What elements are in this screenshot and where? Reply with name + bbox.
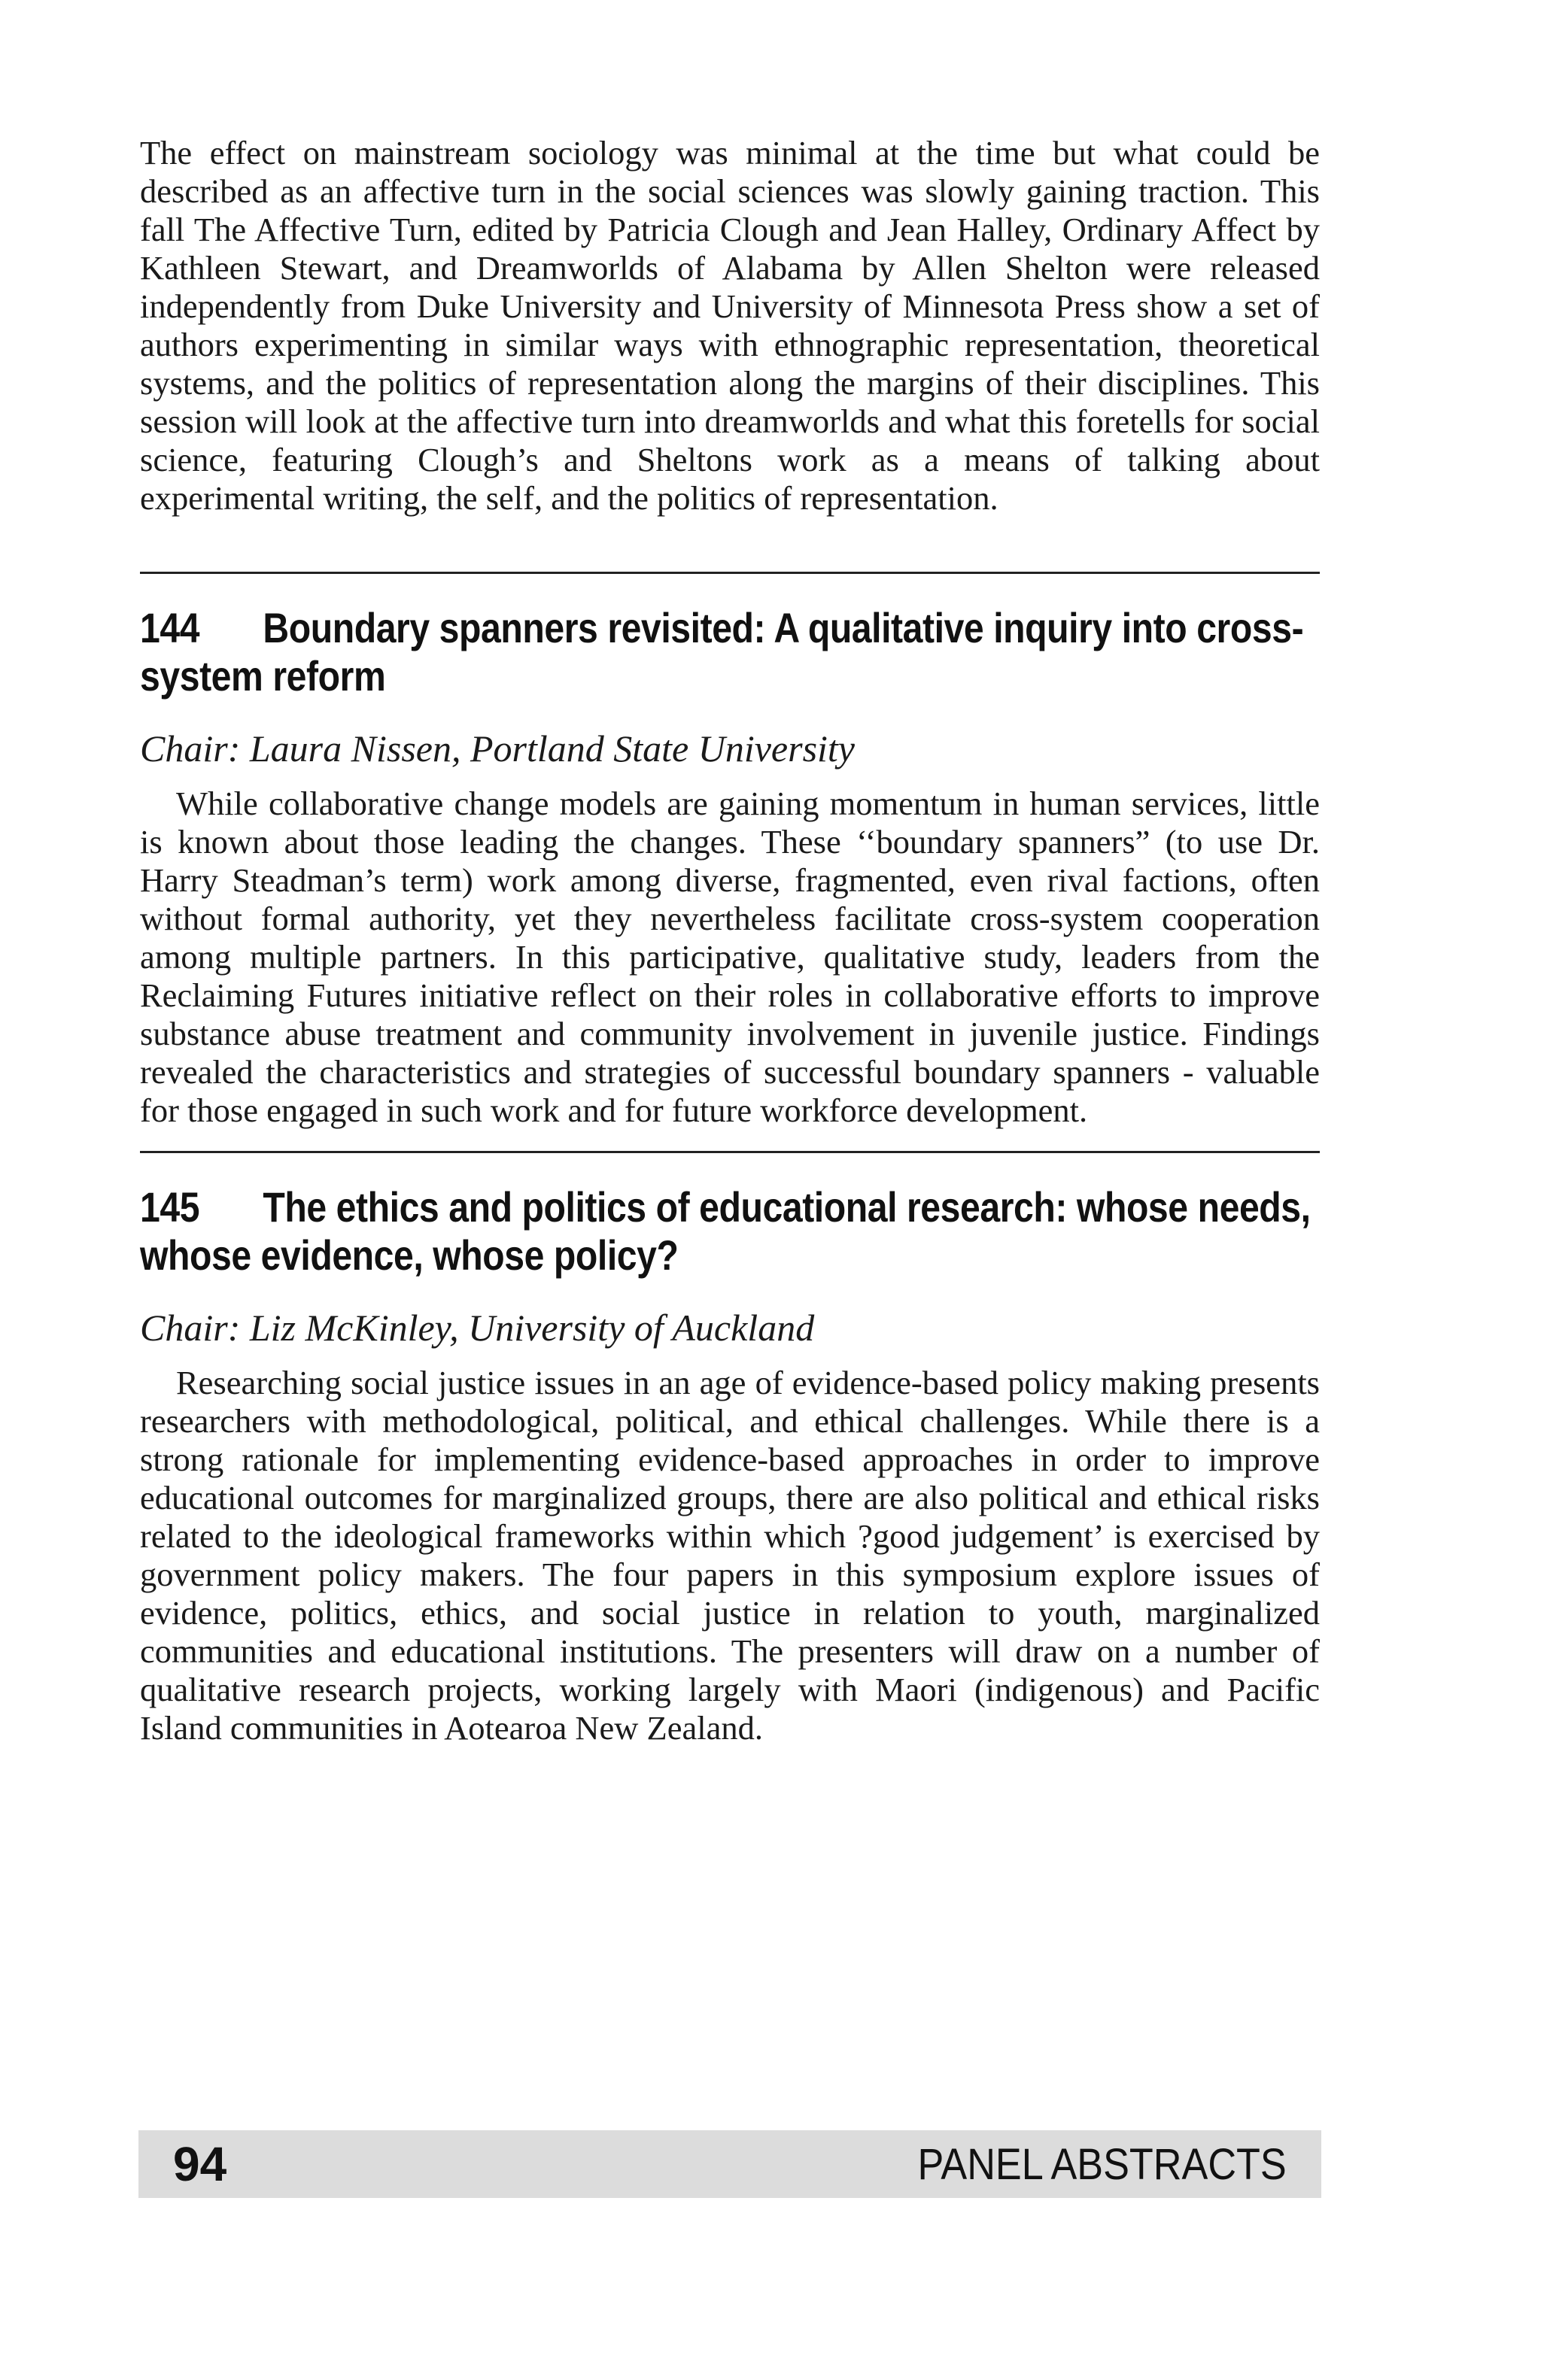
session-chair: Chair: Liz McKinley, University of Auckland: [140, 1307, 815, 1349]
page-number: 94: [173, 2137, 227, 2191]
section-title: PANEL ABSTRACTS: [917, 2140, 1287, 2189]
session-title: Boundary spanners revisited: A qualitative inquiry into cross-system reform: [140, 604, 1304, 700]
session-heading: [140, 604, 1317, 700]
session-chair: Chair: Laura Nissen, Portland State University: [140, 727, 855, 770]
section-divider: [140, 1151, 1320, 1153]
session-heading: [140, 1183, 1317, 1280]
session-number: 144: [140, 604, 200, 651]
session-abstract: Researching social justice issues in an age of evidence-based policy making presents researchers with methodological, political, and ethical challenges. While there is a strong rationale for implementing evidence-based approaches in order to improve educational outcomes for marginalized groups, there are also political and ethical risks related to the ideological frameworks within which ?good judgement’ is exercised by government policy makers. The four papers in this symposium explore issues of evidence, politics, ethics, and social justice in relation to youth, marginalized communities and educational institutions. The presenters will draw on a number of qualitative research projects, working largely with Maori (indigenous) and Pacific Island communities in Aotearoa New Zealand.: [140, 1364, 1320, 1747]
session-145: [140, 1183, 1320, 1747]
session-abstract: While collaborative change models are gaining momentum in human services, little is known about those leading the changes. These ‘‘boundary spanners” (to use Dr. Harry Steadman’s term) work among diverse, fragmented, even rival factions, often without formal authority, yet they nevertheless facilitate cross-system cooperation among multiple partners. In this participative, qualitative study, leaders from the Reclaiming Futures initiative reflect on their roles in collaborative efforts to improve substance abuse treatment and community involvement in juvenile justice. Findings revealed the characteristics and strategies of successful boundary spanners - valuable for those engaged in such work and for future workforce development.: [140, 785, 1320, 1129]
page-content: [140, 134, 1320, 1747]
session-title: The ethics and politics of educational research: whose needs, whose evidence, whose policy?: [140, 1183, 1311, 1279]
intro-paragraph: The effect on mainstream sociology was minimal at the time but what could be described as an affective turn in the social sciences was slowly gaining traction. This fall The Affective Turn, edited by Patricia Clough and Jean Halley, Ordinary Affect by Kathleen Stewart, and Dreamworlds of Alabama by Allen Shelton were released independently from Duke University and University of Minnesota Press show a set of authors experimenting in similar ways with ethnographic representation, theoretical systems, and the politics of representation along the margins of their disciplines. This session will look at the affective turn into dreamworlds and what this foretells for social science, featuring Clough’s and Sheltons work as a means of talking about experimental writing, the self, and the politics of representation.: [140, 134, 1320, 517]
session-number: 145: [140, 1183, 200, 1231]
page-footer: [138, 2130, 1321, 2198]
session-144: [140, 604, 1320, 1130]
section-divider: [140, 572, 1320, 574]
